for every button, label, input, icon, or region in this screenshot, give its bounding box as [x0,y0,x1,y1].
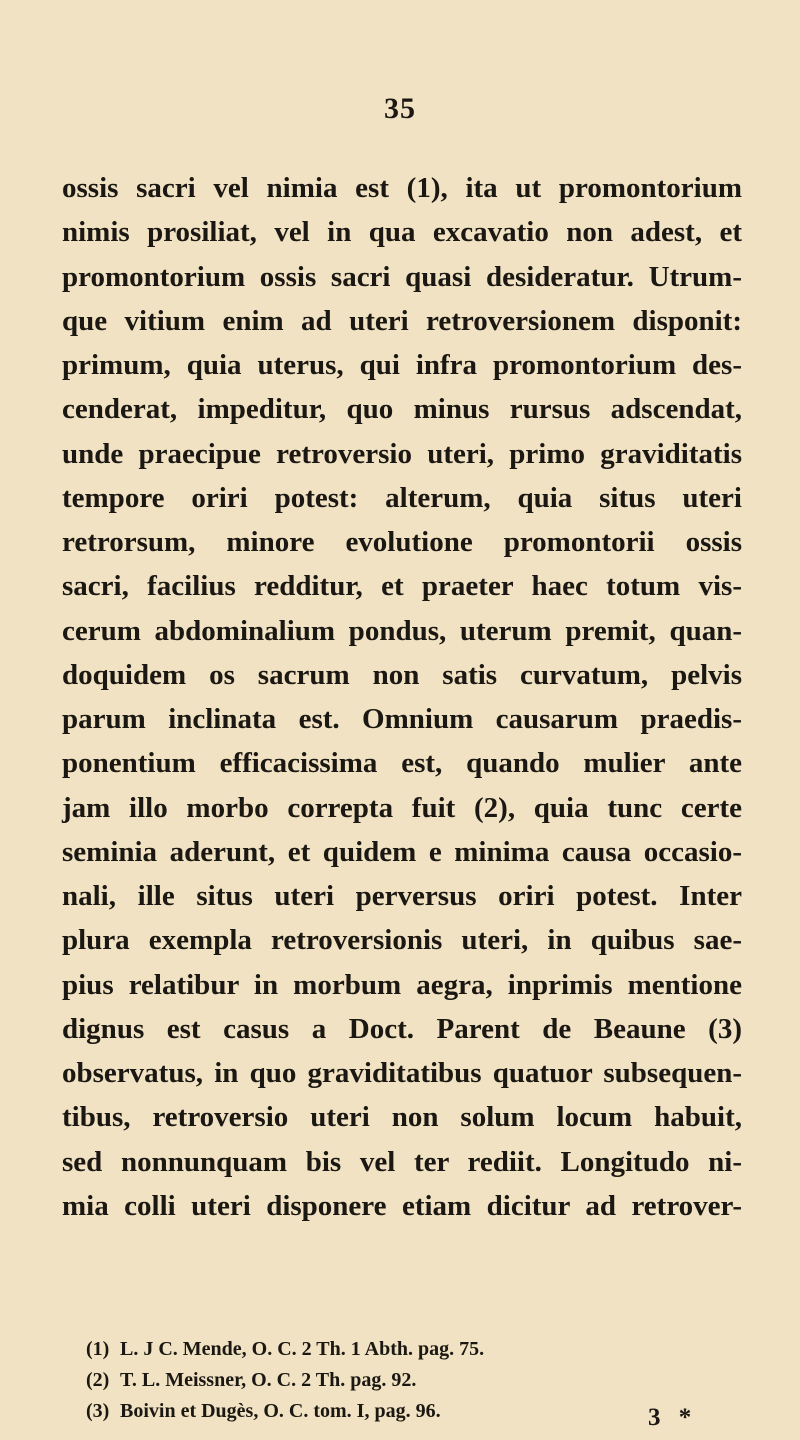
text-line: que vitium enim ad uteri retroversionem disponit: [62,304,742,337]
text-line: ponentium efficacissima est, quando mulier ante [62,747,742,780]
footnote [86,1334,746,1365]
text-line: tibus, retroversio uteri non solum locum habuit, [62,1101,742,1134]
footnotes [86,1334,746,1427]
footnote-text: Boivin et Dugès, O. C. tom. I, pag. 96. [120,1400,441,1422]
text-line: plura exempla retroversionis uteri, in quibus sae- [62,924,742,957]
text-line: nali, ille situs uteri perversus oriri potest. Inter [62,880,742,912]
text-line: nimis prosiliat, vel in qua excavatio non adest, et [62,216,742,249]
text-line: promontorium ossis sacri quasi desideratur. Utrum- [62,260,742,293]
footnote-mark: (3) [86,1400,110,1422]
text-line: sed nonnunquam bis vel ter rediit. Longitudo ni- [62,1145,742,1178]
text-line: retrorsum, minore evolutione promontorii ossis [62,526,742,558]
footnote [86,1365,746,1396]
signature-mark: 3 * [648,1404,698,1431]
text-line: ossis sacri vel nimia est (1), ita ut promontorium [62,172,742,204]
text-line: pius relatibur in morbum aegra, inprimis mentione [62,968,742,1001]
text-line: tempore oriri potest: alterum, quia situs uteri [62,481,742,514]
text-line: dignus est casus a Doct. Parent de Beaune (3) [62,1012,742,1045]
footnote-mark: (2) [86,1369,110,1391]
text-line: mia colli uteri disponere etiam dicitur ad retrover- [62,1189,742,1222]
footnote-text: T. L. Meissner, O. C. 2 Th. pag. 92. [120,1369,417,1391]
text-line: jam illo morbo correpta fuit (2), quia tunc certe [62,791,742,824]
text-line: unde praecipue retroversio uteri, primo graviditatis [62,437,742,470]
text-line: primum, quia uterus, qui infra promontorium des- [62,349,742,381]
footnote-mark: (1) [86,1338,110,1360]
footnote [86,1396,746,1427]
text-line: cerum abdominalium pondus, uterum premit, quan- [62,614,742,647]
body-text [62,166,742,1228]
text-line: doquidem os sacrum non satis curvatum, pelvis [62,658,742,691]
page-number: 35 [384,92,416,125]
text-line: observatus, in quo graviditatibus quatuor subsequen- [62,1057,742,1089]
text-line: seminia aderunt, et quidem e minima causa occasio- [62,835,742,868]
text-line: parum inclinata est. Omnium causarum praedis- [62,703,742,735]
text-line: cenderat, impeditur, quo minus rursus adscendat, [62,393,742,426]
footnote-text: L. J C. Mende, O. C. 2 Th. 1 Abth. pag. 75. [120,1338,485,1360]
text-line: sacri, facilius redditur, et praeter haec totum vis- [62,570,742,603]
